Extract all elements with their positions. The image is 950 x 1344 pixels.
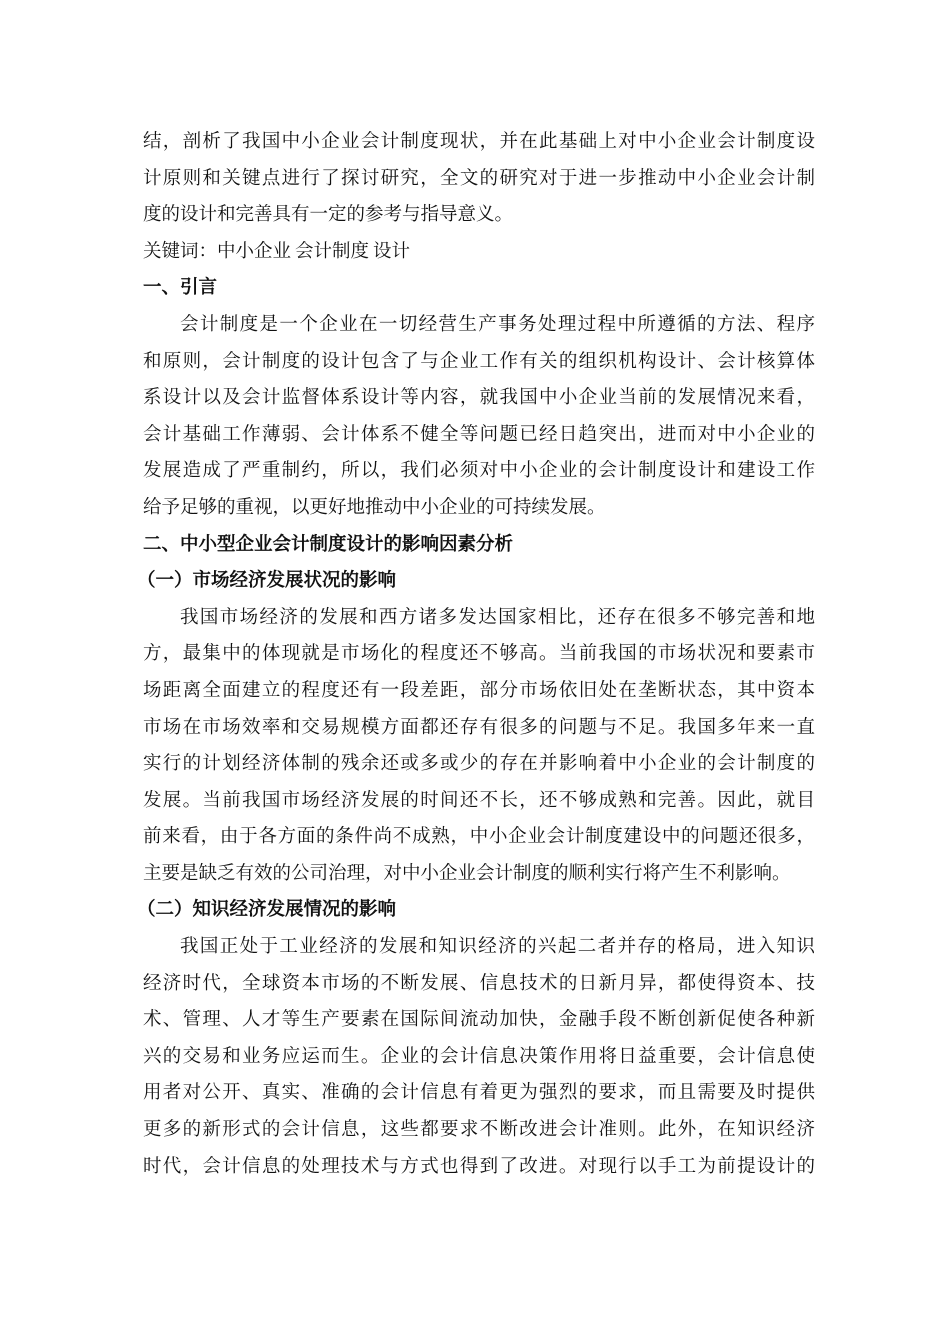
paragraph-line: 发展造成了严重制约，所以，我们必须对中小企业的会计制度设计和建设工作: [143, 460, 815, 482]
paragraph-line: 更多的新形式的会计信息，这些都要求不断改进会计准则。此外，在知识经济: [143, 1119, 815, 1141]
paragraph-line: 实行的计划经济体制的残余还或多或少的存在并影响着中小企业的会计制度的: [143, 753, 815, 775]
abstract-line: 结，剖析了我国中小企业会计制度现状，并在此基础上对中小企业会计制度设: [143, 131, 815, 152]
paragraph-line: 方，最集中的体现就是市场化的程度还不够高。当前我国的市场状况和要素市: [143, 643, 815, 665]
keywords-line: [143, 234, 815, 271]
paragraph-line: 会计制度是一个企业在一切经营生产事务处理过程中所遵循的方法、程序: [180, 313, 815, 335]
subsection-heading-knowledge: （二）知识经济发展情况的影响: [137, 899, 397, 921]
keyword-item: 会计制度: [295, 240, 370, 262]
paragraph-line: 前来看，由于各方面的条件尚不成熟，中小企业会计制度建设中的问题还很多，: [143, 826, 815, 848]
section-heading-introduction: 一、引言: [143, 277, 218, 299]
paragraph-line: 系设计以及会计监督体系设计等内容，就我国中小企业当前的发展情况来看，: [143, 387, 815, 409]
subsection-heading-market: （一）市场经济发展状况的影响: [137, 570, 397, 592]
paragraph-line: 我国正处于工业经济的发展和知识经济的兴起二者并存的格局，进入知识: [180, 936, 815, 958]
paragraph-line: 主要是缺乏有效的公司治理，对中小企业会计制度的顺利实行将产生不利影响。: [143, 862, 791, 884]
paragraph-line: 术、管理、人才等生产要素在国际间流动加快，金融手段不断创新促使各种新: [143, 1009, 815, 1031]
paragraph-line: 市场在市场效率和交易规模方面都还存有很多的问题与不足。我国多年来一直: [143, 716, 815, 738]
abstract-line: 计原则和关键点进行了探讨研究，全文的研究对于进一步推动中小企业会计制: [143, 167, 815, 189]
paragraph-line: 经济时代，全球资本市场的不断发展、信息技术的日新月异，都使得资本、技: [143, 972, 815, 994]
paragraph-line: 会计基础工作薄弱、会计体系不健全等问题已经日趋突出，进而对中小企业的: [143, 423, 815, 445]
paragraph-line: 用者对公开、真实、准确的会计信息有着更为强烈的要求，而且需要及时提供: [143, 1082, 815, 1104]
abstract-line: 度的设计和完善具有一定的参考与指导意义。: [143, 204, 514, 226]
paragraph-line: 兴的交易和业务应运而生。企业的会计信息决策作用将日益重要，会计信息使: [143, 1045, 815, 1067]
keyword-item: 中小企业: [217, 240, 292, 262]
paragraph-line: 和原则，会计制度的设计包含了与企业工作有关的组织机构设计、会计核算体: [143, 350, 815, 372]
paragraph-line: 给予足够的重视，以更好地推动中小企业的可持续发展。: [143, 496, 606, 518]
page-body: [137, 124, 815, 1185]
keyword-item: 设计: [373, 240, 411, 262]
paragraph-line: 发展。当前我国市场经济发展的时间还不长，还不够成熟和完善。因此，就目: [143, 789, 815, 811]
paragraph-line: 时代，会计信息的处理技术与方式也得到了改进。对现行以手工为前提设计的: [143, 1155, 815, 1177]
section-heading-factors: 二、中小型企业会计制度设计的影响因素分析: [143, 533, 514, 555]
paragraph-line: 我国市场经济的发展和西方诸多发达国家相比，还存在很多不够完善和地: [180, 606, 815, 628]
keywords-label: 关键词：: [143, 240, 218, 262]
paragraph-line: 场距离全面建立的程度还有一段差距，部分市场依旧处在垄断状态，其中资本: [143, 679, 815, 701]
